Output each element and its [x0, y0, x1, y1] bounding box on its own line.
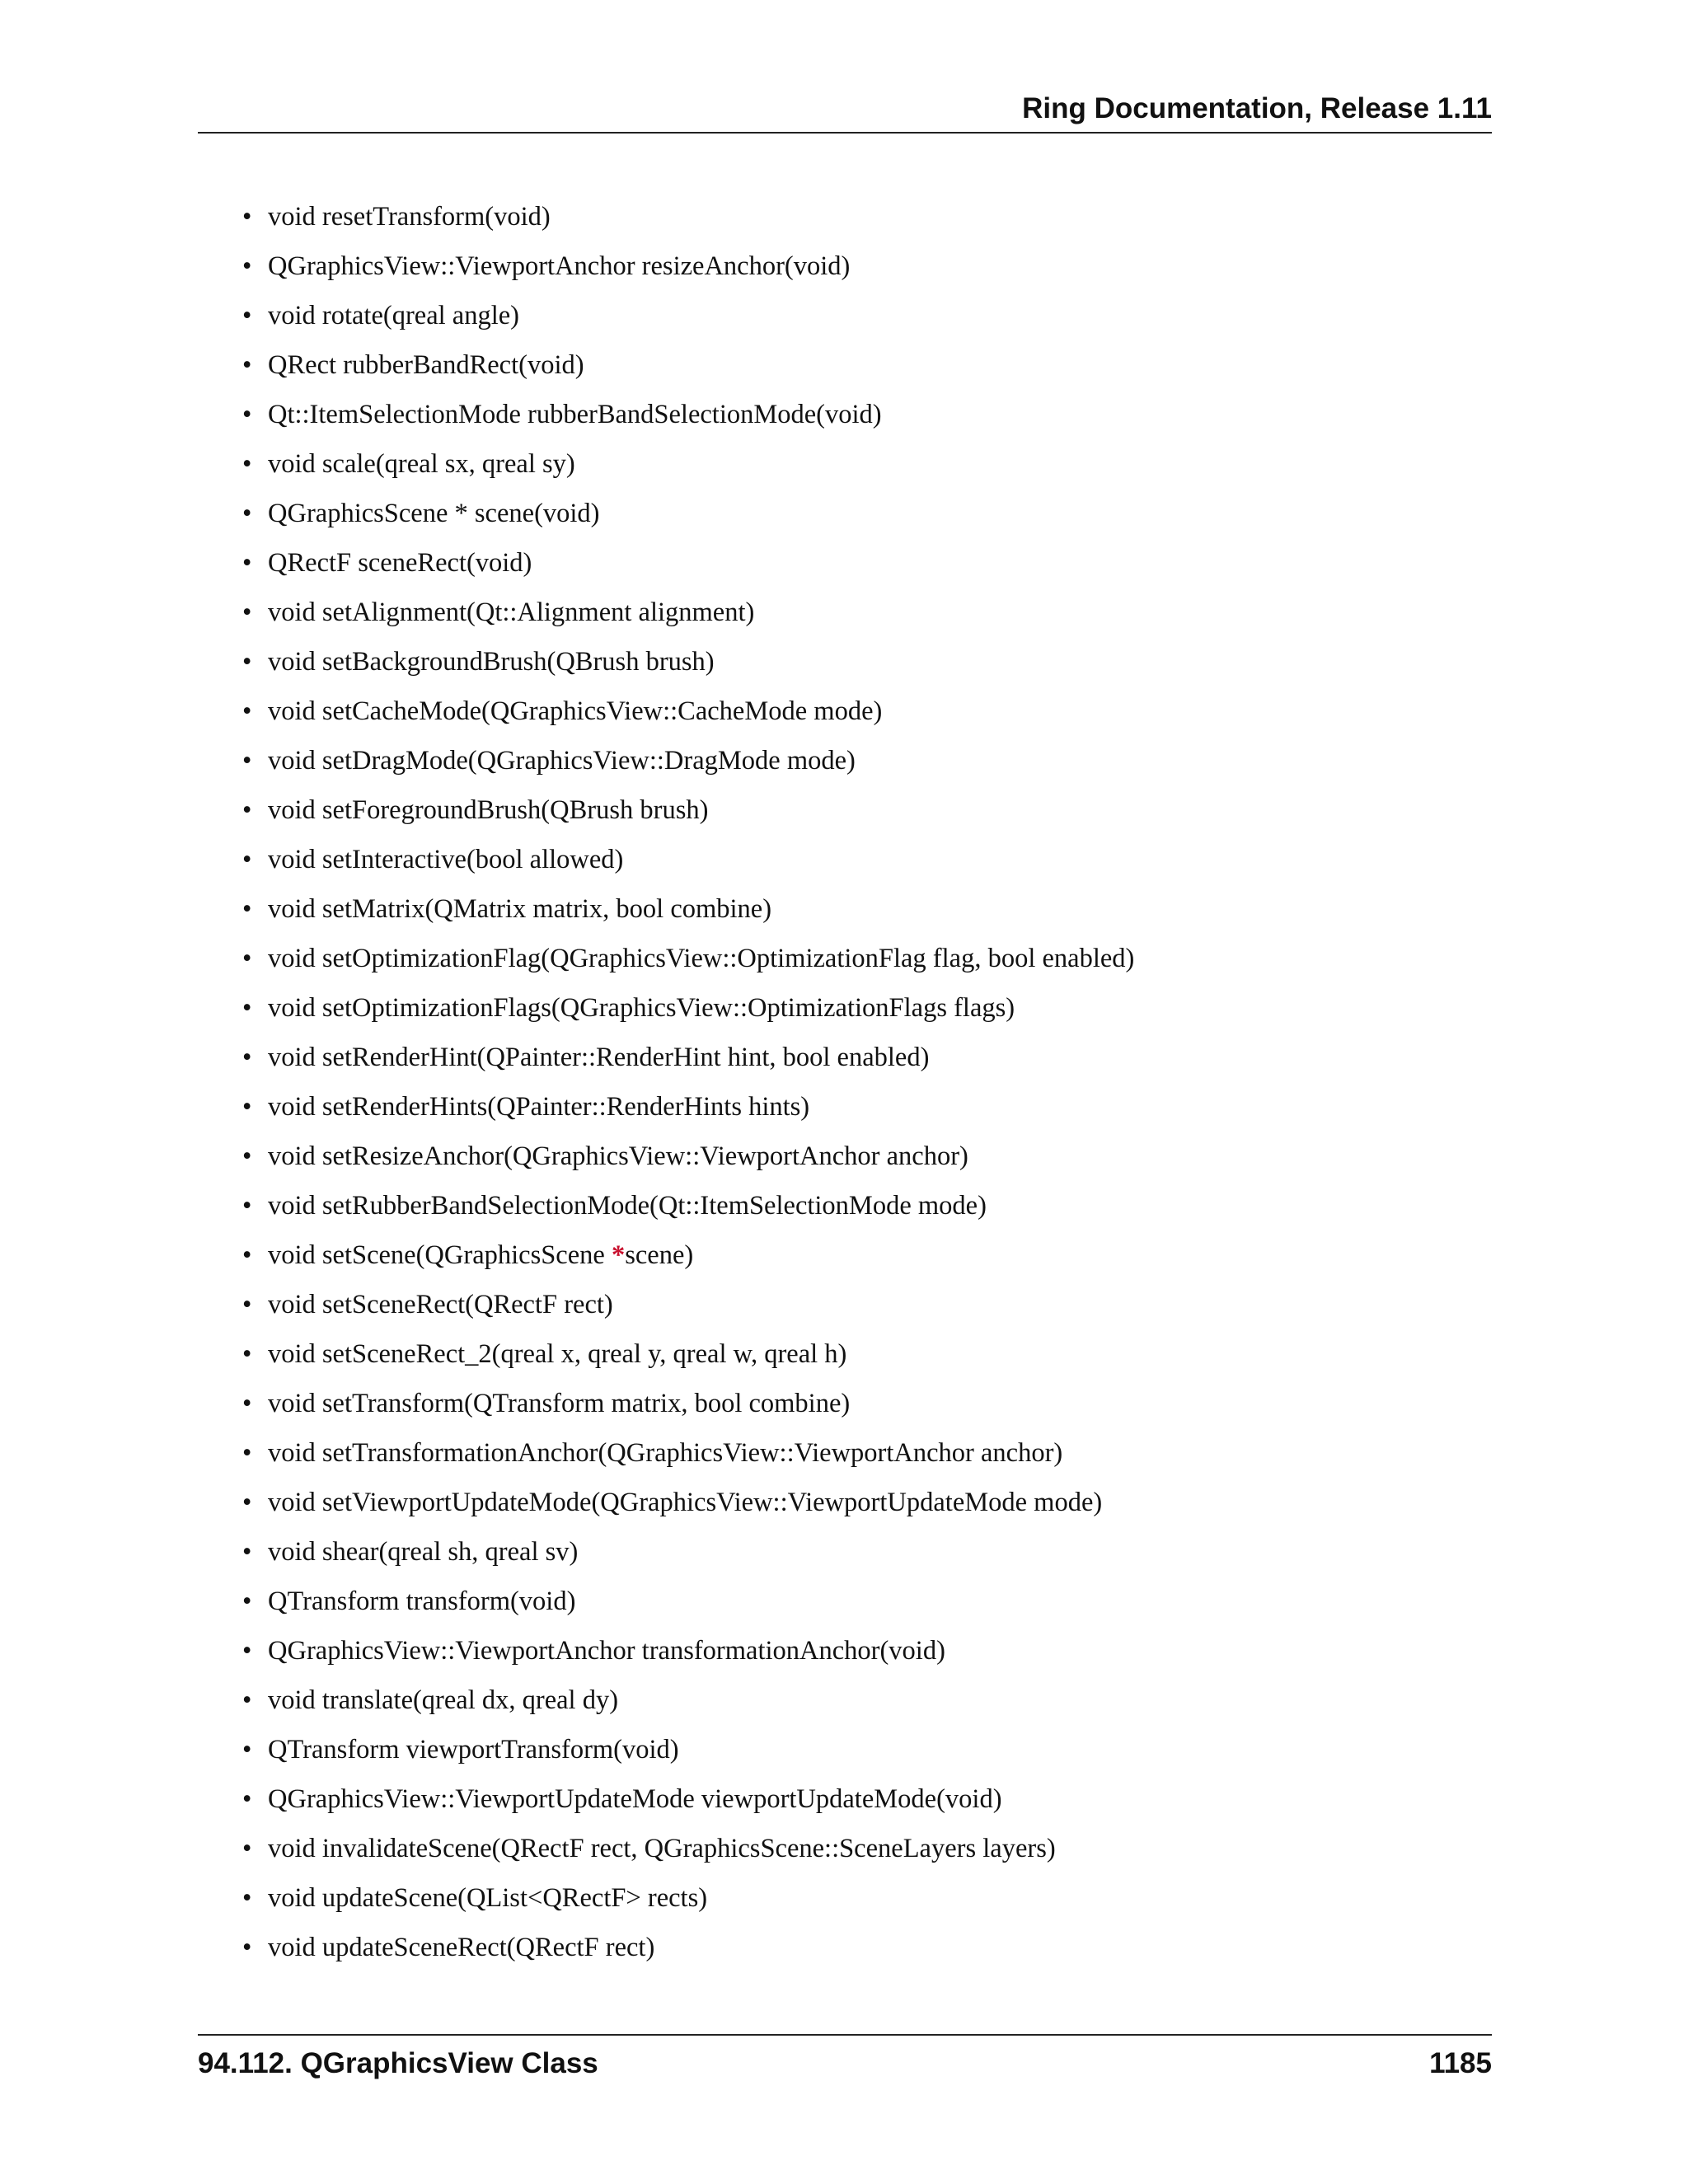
method-item	[242, 1881, 1134, 1930]
method-item	[242, 1683, 1134, 1732]
bullet-icon: •	[242, 202, 252, 232]
bullet-icon: •	[242, 1537, 252, 1567]
bullet-icon: •	[242, 1735, 252, 1765]
method-signature: void rotate(qreal angle)	[268, 301, 519, 330]
method-signature: QGraphicsView::ViewportAnchor resizeAnchor(void)	[268, 251, 851, 281]
page-footer	[198, 2034, 1492, 2079]
section-title: 94.112. QGraphicsView Class	[198, 2047, 598, 2079]
method-signature: void updateSceneRect(QRectF rect)	[268, 1933, 655, 1962]
method-signature: QTransform transform(void)	[268, 1586, 576, 1616]
page-header	[198, 91, 1492, 134]
method-list	[242, 199, 1134, 1980]
method-item	[242, 1633, 1134, 1683]
bullet-icon: •	[242, 1586, 252, 1616]
bullet-icon: •	[242, 1636, 252, 1666]
page-number: 1185	[1429, 2047, 1492, 2079]
method-item	[242, 447, 1134, 496]
bullet-icon: •	[242, 1685, 252, 1715]
method-signature: void setCacheMode(QGraphicsView::CacheMode mode)	[268, 696, 883, 726]
method-signature: void setSceneRect_2(qreal x, qreal y, qreal w, qreal h)	[268, 1339, 847, 1369]
bullet-icon: •	[242, 1488, 252, 1517]
method-item	[242, 1831, 1134, 1881]
method-item	[242, 298, 1134, 348]
method-item	[242, 1287, 1134, 1337]
bullet-icon: •	[242, 1092, 252, 1122]
bullet-icon: •	[242, 1339, 252, 1369]
method-item	[242, 1337, 1134, 1386]
bullet-icon: •	[242, 499, 252, 528]
method-signature: void updateScene(QList<QRectF> rects)	[268, 1883, 708, 1913]
bullet-icon: •	[242, 894, 252, 924]
method-signature: void setRubberBandSelectionMode(Qt::ItemSelectionMode mode)	[268, 1191, 987, 1221]
method-item	[242, 397, 1134, 447]
bullet-icon: •	[242, 1141, 252, 1171]
method-signature: void scale(qreal sx, qreal sy)	[268, 449, 575, 479]
method-item	[242, 941, 1134, 991]
method-item	[242, 1782, 1134, 1831]
method-signature: void setRenderHint(QPainter::RenderHint hint, bool enabled)	[268, 1043, 930, 1072]
method-item	[242, 644, 1134, 694]
method-item	[242, 743, 1134, 793]
bullet-icon: •	[242, 1933, 252, 1962]
bullet-icon: •	[242, 1191, 252, 1221]
bullet-icon: •	[242, 845, 252, 874]
method-item	[242, 249, 1134, 298]
method-item	[242, 842, 1134, 892]
bullet-icon: •	[242, 746, 252, 776]
bullet-icon: •	[242, 1043, 252, 1072]
bullet-icon: •	[242, 795, 252, 825]
bullet-icon: •	[242, 400, 252, 429]
method-item	[242, 1188, 1134, 1238]
method-signature: void setScene(QGraphicsScene *scene)	[268, 1240, 694, 1270]
method-item	[242, 1040, 1134, 1090]
bullet-icon: •	[242, 251, 252, 281]
method-item	[242, 793, 1134, 842]
method-signature: void invalidateScene(QRectF rect, QGraphicsScene::SceneLayers layers)	[268, 1834, 1056, 1863]
bullet-icon: •	[242, 449, 252, 479]
method-item	[242, 991, 1134, 1040]
method-item	[242, 546, 1134, 595]
method-item	[242, 1584, 1134, 1633]
method-item	[242, 1436, 1134, 1485]
method-item	[242, 1238, 1134, 1287]
method-item	[242, 1139, 1134, 1188]
bullet-icon: •	[242, 1240, 252, 1270]
bullet-icon: •	[242, 1883, 252, 1913]
method-signature: void setViewportUpdateMode(QGraphicsView::ViewportUpdateMode mode)	[268, 1488, 1103, 1517]
method-item	[242, 1930, 1134, 1980]
bullet-icon: •	[242, 548, 252, 578]
method-item	[242, 348, 1134, 397]
method-item	[242, 1535, 1134, 1584]
method-item	[242, 496, 1134, 546]
bullet-icon: •	[242, 993, 252, 1023]
method-signature: void translate(qreal dx, qreal dy)	[268, 1685, 619, 1715]
bullet-icon: •	[242, 696, 252, 726]
bullet-icon: •	[242, 1290, 252, 1319]
document-title: Ring Documentation, Release 1.11	[1022, 92, 1492, 124]
method-signature: QGraphicsView::ViewportAnchor transformationAnchor(void)	[268, 1636, 945, 1666]
method-item	[242, 595, 1134, 644]
method-item	[242, 199, 1134, 249]
method-signature: QRect rubberBandRect(void)	[268, 350, 584, 380]
method-item	[242, 694, 1134, 743]
method-signature: void setAlignment(Qt::Alignment alignment)	[268, 598, 755, 627]
bullet-icon: •	[242, 944, 252, 973]
method-signature: Qt::ItemSelectionMode rubberBandSelectionMode(void)	[268, 400, 882, 429]
method-signature: void resetTransform(void)	[268, 202, 551, 232]
method-signature: void setBackgroundBrush(QBrush brush)	[268, 647, 715, 677]
bullet-icon: •	[242, 1389, 252, 1418]
bullet-icon: •	[242, 1834, 252, 1863]
method-signature: void shear(qreal sh, qreal sv)	[268, 1537, 579, 1567]
bullet-icon: •	[242, 647, 252, 677]
method-item	[242, 892, 1134, 941]
bullet-icon: •	[242, 301, 252, 330]
method-signature: QGraphicsScene * scene(void)	[268, 499, 600, 528]
bullet-icon: •	[242, 1784, 252, 1814]
bullet-icon: •	[242, 598, 252, 627]
method-item	[242, 1090, 1134, 1139]
method-signature: void setForegroundBrush(QBrush brush)	[268, 795, 709, 825]
method-signature: void setTransformationAnchor(QGraphicsView::ViewportAnchor anchor)	[268, 1438, 1063, 1468]
method-signature: void setRenderHints(QPainter::RenderHints hints)	[268, 1092, 810, 1122]
method-item	[242, 1485, 1134, 1535]
method-item	[242, 1386, 1134, 1436]
bullet-icon: •	[242, 350, 252, 380]
method-signature: void setSceneRect(QRectF rect)	[268, 1290, 613, 1319]
method-signature: QTransform viewportTransform(void)	[268, 1735, 679, 1765]
method-item	[242, 1732, 1134, 1782]
method-signature: void setResizeAnchor(QGraphicsView::ViewportAnchor anchor)	[268, 1141, 968, 1171]
method-signature: void setInteractive(bool allowed)	[268, 845, 624, 874]
method-signature: void setMatrix(QMatrix matrix, bool combine)	[268, 894, 772, 924]
method-signature: QRectF sceneRect(void)	[268, 548, 532, 578]
method-signature: QGraphicsView::ViewportUpdateMode viewportUpdateMode(void)	[268, 1784, 1002, 1814]
method-signature: void setOptimizationFlags(QGraphicsView::OptimizationFlags flags)	[268, 993, 1015, 1023]
method-signature: void setOptimizationFlag(QGraphicsView::OptimizationFlag flag, bool enabled)	[268, 944, 1135, 973]
bullet-icon: •	[242, 1438, 252, 1468]
method-signature: void setTransform(QTransform matrix, bool combine)	[268, 1389, 851, 1418]
method-signature: void setDragMode(QGraphicsView::DragMode mode)	[268, 746, 856, 776]
